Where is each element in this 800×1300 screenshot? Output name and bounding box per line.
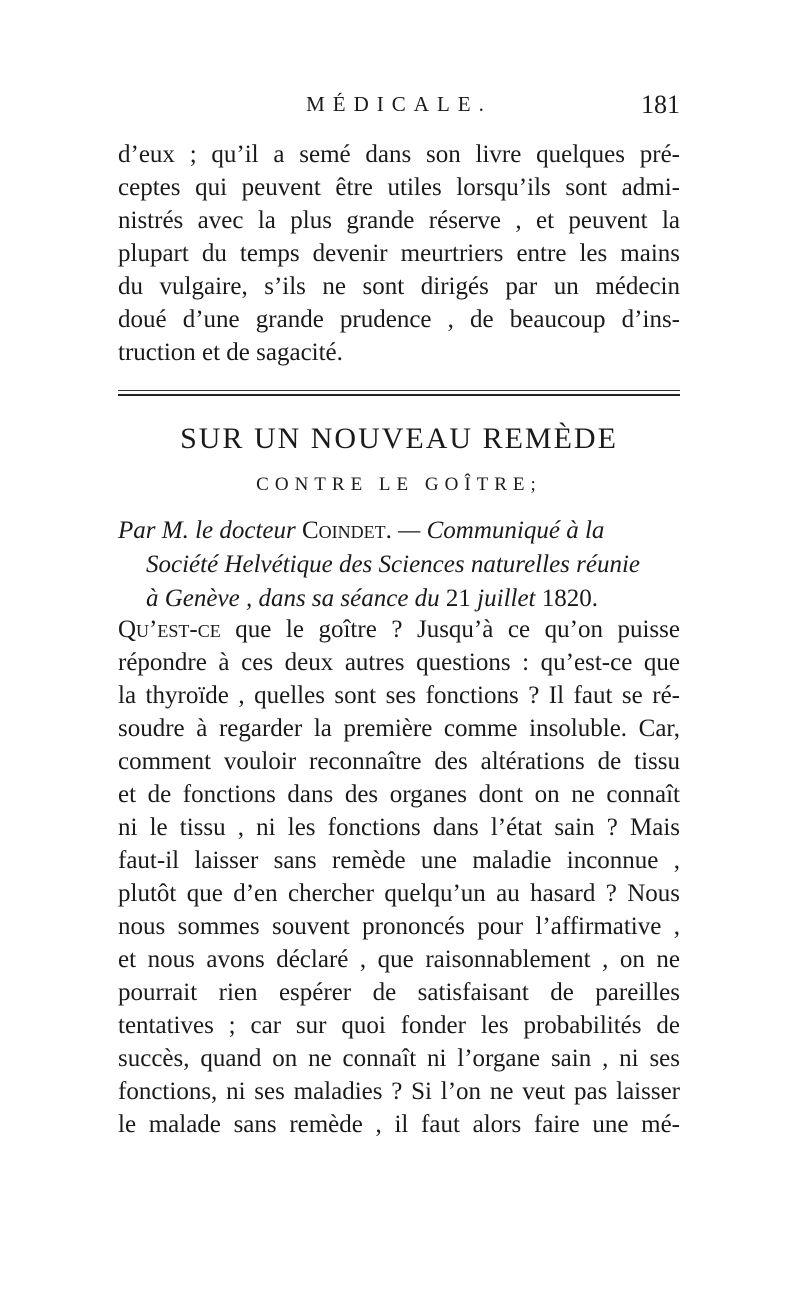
- byline-place: à Genève , dans sa séance du: [146, 585, 446, 612]
- text-line: le malade sans remède , il faut alors faire une mé-: [118, 1111, 680, 1138]
- author-name: Coindet.: [301, 517, 392, 544]
- text-line: répondre à ces deux autres questions : qu’est-ce que: [118, 649, 680, 676]
- date-day: 21: [445, 585, 471, 612]
- article-title: SUR UN NOUVEAU REMÈDE: [180, 422, 618, 455]
- text-line: et de fonctions dans des organes dont on ne connaît: [118, 781, 680, 808]
- date-month: juillet: [470, 585, 542, 612]
- text-line: ceptes qui peuvent être utiles lorsqu’ils sont admi-: [118, 174, 680, 201]
- text-line: soudre à regarder la première comme insoluble. Car,: [118, 715, 680, 742]
- running-head: [118, 92, 680, 126]
- byline: [118, 514, 680, 616]
- text-line: tentatives ; car sur quoi fonder les probabilités de: [118, 1012, 680, 1039]
- text-line: plupart du temps devenir meurtriers entre les mains: [118, 240, 680, 267]
- text-line: comment vouloir reconnaître des altérations de tissu: [118, 748, 680, 775]
- text-line: la thyroïde , quelles sont ses fonctions ? Il faut se ré-: [118, 682, 680, 709]
- page-number: 181: [641, 90, 680, 119]
- text-line: nous sommes souvent prononcés pour l’affirmative ,: [118, 913, 680, 940]
- text-line: nistrés avec la plus grande réserve , et peuvent la: [118, 207, 680, 234]
- text-line: fonctions, ni ses maladies ? Si l’on ne veut pas laisser: [118, 1078, 680, 1105]
- divider-thin-rule: [118, 390, 680, 391]
- byline-prefix: Par M. le docteur: [118, 517, 302, 544]
- byline-communication: — Communiqué à la: [391, 517, 605, 544]
- text-line: [118, 613, 680, 646]
- opening-words: Qu’est-ce: [118, 616, 221, 643]
- text-line: d’eux ; qu’il a semé dans son livre quelques pré-: [118, 141, 680, 168]
- first-line-text: que le goître ? Jusqu’à ce qu’on puisse: [220, 616, 680, 643]
- text-line: doué d’une grande prudence , de beaucoup d’ins-: [118, 306, 680, 333]
- text-line: faut-il laisser sans remède une maladie inconnue ,: [118, 847, 680, 874]
- byline-line-2: Société Helvétique des Sciences naturelles réunie: [146, 551, 641, 578]
- intro-paragraph: [118, 138, 680, 369]
- text-line: du vulgaire, s’ils ne sont dirigés par un médecin: [118, 273, 680, 300]
- text-line: truction et de sagacité.: [118, 339, 343, 366]
- date-year: 1820.: [541, 585, 598, 612]
- text-line: et nous avons déclaré , que raisonnablement , on ne: [118, 946, 680, 973]
- divider-thick-rule: [118, 394, 680, 396]
- text-line: succès, quand on ne connaît ni l’organe sain , ni ses: [118, 1045, 680, 1072]
- running-title: MÉDICALE.: [306, 92, 492, 116]
- section-divider: [118, 390, 680, 402]
- article-subtitle: CONTRE LE GOÎTRE;: [256, 474, 542, 495]
- text-line: pourrait rien espérer de satisfaisant de pareilles: [118, 979, 680, 1006]
- article-body: [118, 613, 680, 1141]
- text-line: ni le tissu , ni les fonctions dans l’état sain ? Mais: [118, 814, 680, 841]
- text-line: plutôt que d’en chercher quelqu’un au hasard ? Nous: [118, 880, 680, 907]
- byline-line-1: [118, 514, 680, 548]
- byline-line-3: [118, 582, 680, 616]
